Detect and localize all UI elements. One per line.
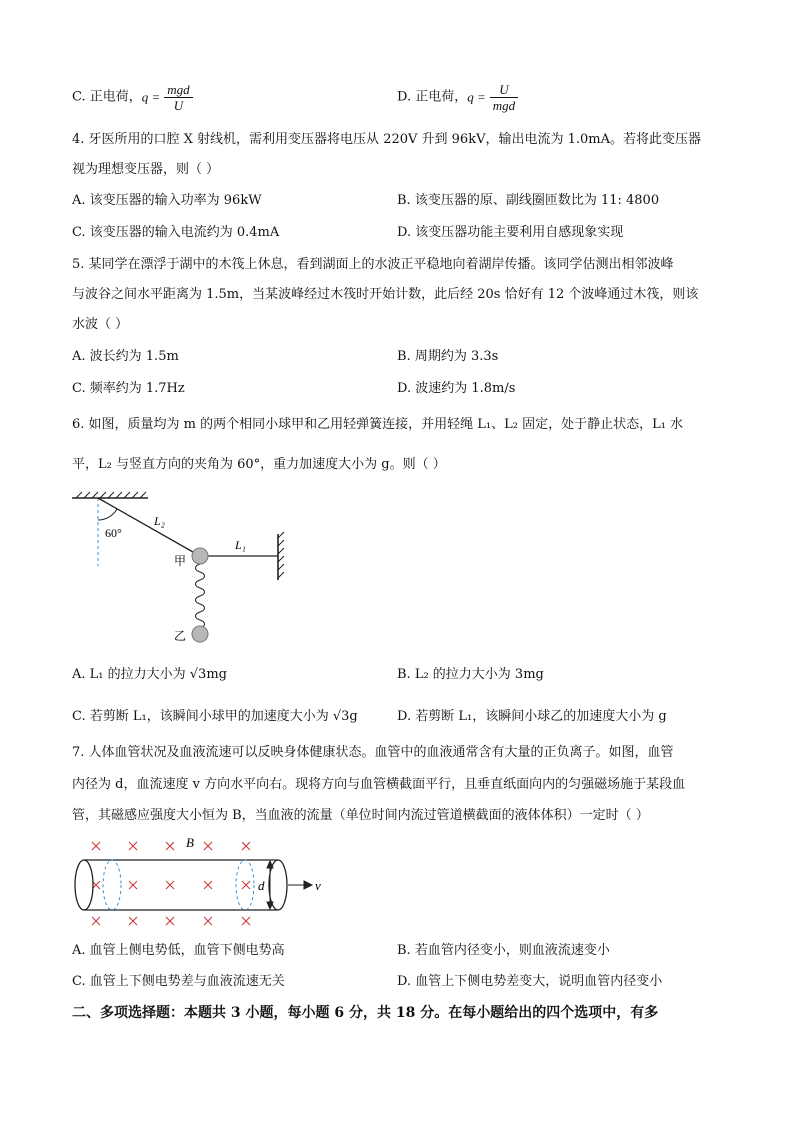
q6-figure: [70, 490, 300, 650]
angle-label: 60°: [105, 526, 122, 540]
q5-stem-line1: 5. 某同学在漂浮于湖中的木筏上休息，看到湖面上的水波正平稳地向着湖岸传播。该同学估测出相邻波峰: [72, 257, 674, 272]
q6-stem-line2: 平，L₂ 与竖直方向的夹角为 60°，重力加速度大小为 g。则（ ）: [72, 457, 446, 472]
section-2-heading: 二、多项选择题：本题共 3 小题，每小题 6 分，共 18 分。在每小题给出的四个选项中，有多: [72, 1005, 659, 1021]
q3-option-c-denominator: U: [173, 98, 184, 113]
q6-option-a: A. L₁ 的拉力大小为 √3mg: [72, 667, 227, 682]
q4-stem-line1: 4. 牙医所用的口腔 X 射线机，需利用变压器将电压从 220V 升到 96kV，输出电流为 1.0mA。若将此变压器: [72, 132, 701, 147]
q7-option-c: C. 血管上下侧电势差与血液流速无关: [72, 974, 285, 989]
q3-option-c: [72, 82, 193, 113]
q7-stem-line1: 7. 人体血管状况及血液流速可以反映身体健康状态。血管中的血液通常含有大量的正负离子。如图，血管: [72, 745, 674, 760]
q4-option-d: D. 该变压器功能主要利用自感现象实现: [397, 225, 624, 240]
q7-figure: [70, 833, 340, 933]
q3-option-d: [397, 82, 518, 113]
q3-option-d-denominator: mgd: [492, 98, 516, 113]
q6-option-b: B. L₂ 的拉力大小为 3mg: [397, 667, 544, 682]
field-boundary-lines: [103, 860, 254, 910]
flow-arrow: [288, 881, 312, 889]
blood-vessel-tube: [75, 860, 287, 910]
q6-option-c: C. 若剪断 L₁，该瞬间小球甲的加速度大小为 √3g: [72, 709, 358, 724]
q3-option-d-prefix: D. 正电荷，: [397, 89, 468, 105]
q5-option-d: D. 波速约为 1.8m/s: [397, 381, 516, 396]
q3-option-c-numerator: mgd: [164, 82, 192, 98]
q5-option-a: A. 波长约为 1.5m: [72, 349, 179, 364]
field-label-b: B: [186, 835, 194, 850]
magnetic-field-crosses: [92, 842, 250, 925]
q3-option-c-fraction: [164, 82, 192, 113]
ceiling-hatch: [72, 492, 148, 498]
ball-jia: [192, 548, 208, 564]
q7-option-b: B. 若血管内径变小，则血液流速变小: [397, 943, 610, 958]
diameter-label-d: d: [258, 878, 265, 893]
q5-stem-line3: 水波（ ）: [72, 317, 129, 332]
wall-hatch: [278, 532, 284, 580]
q4-option-c: C. 该变压器的输入电流约为 0.4mA: [72, 225, 280, 240]
rope-l1-label: L₁: [235, 538, 246, 552]
q3-option-d-numerator: U: [490, 82, 518, 98]
q5-option-c: C. 频率约为 1.7Hz: [72, 381, 185, 396]
q5-stem-line2: 与波谷之间水平距离为 1.5m，当某波峰经过木筏时开始计数，此后经 20s 恰好有 12 个波峰通过木筏，则该: [72, 287, 699, 302]
flow-label-v: v: [315, 878, 321, 893]
spring: [196, 564, 205, 628]
q7-stem-line3: 管，其磁感应强度大小恒为 B，当血液的流量（单位时间内流过管道横截面的液体体积）一定时（ ）: [72, 808, 649, 823]
q6-option-d: D. 若剪断 L₁，该瞬间小球乙的加速度大小为 g: [397, 709, 667, 724]
q7-stem-line2: 内径为 d，血流速度 v 方向水平向右。现将方向与血管横截面平行，且垂直纸面向内的匀强磁场施于某段血: [72, 777, 686, 792]
ball-yi: [192, 626, 208, 642]
q5-option-b: B. 周期约为 3.3s: [397, 349, 499, 364]
rope-l2-label: L₂: [154, 514, 165, 528]
q3-option-d-lhs: q =: [467, 89, 486, 105]
q3-option-c-prefix: C. 正电荷，: [72, 89, 142, 105]
q4-option-b: B. 该变压器的原、副线圈匝数比为 11: 4800: [397, 193, 660, 208]
q3-option-d-fraction: [490, 82, 518, 113]
q7-option-a: A. 血管上侧电势低，血管下侧电势高: [72, 943, 285, 958]
angle-arc: [98, 509, 117, 520]
q4-option-a: A. 该变压器的输入功率为 96kW: [72, 193, 262, 208]
ball-jia-label: 甲: [174, 554, 187, 568]
q4-stem-line2: 视为理想变压器，则（ ）: [72, 162, 220, 177]
ball-yi-label: 乙: [174, 629, 187, 643]
q3-option-c-lhs: q =: [141, 89, 161, 105]
q6-stem-line1: 6. 如图，质量均为 m 的两个相同小球甲和乙用轻弹簧连接，并用轻绳 L₁、L₂ 固定，处于静止状态，L₁ 水: [72, 417, 684, 432]
q7-option-d: D. 血管上下侧电势差变大，说明血管内径变小: [397, 974, 663, 989]
